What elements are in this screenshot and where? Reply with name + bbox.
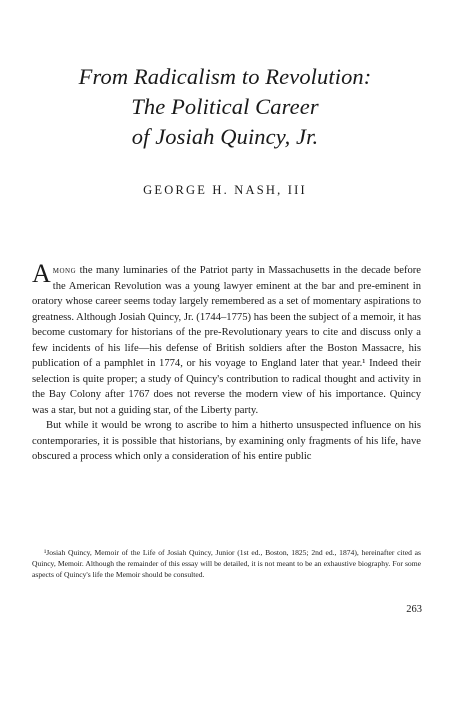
drop-cap: A (32, 259, 51, 288)
paragraph-1 (32, 259, 421, 418)
paragraph-2: But while it would be wrong to ascribe to him a hitherto unsuspected influence on his contemporaries, it is possible that historians, by examining only fragments of his life, have obscured a process which only a consideration of his entire public (32, 420, 421, 462)
author-name: GEORGE H. NASH, III (143, 183, 307, 197)
title-line-1: From Radicalism to Revolution: (78, 64, 372, 89)
opening-smallcaps: mong (52, 265, 77, 276)
page-number: 263 (406, 604, 422, 615)
article-body (32, 259, 421, 465)
paragraph-1-text: the many luminaries of the Patriot party in Massachusetts in the decade before the American Revolution was a young lawyer eminent at the bar and pre-eminent in oratory whose career seems today largely remembered as a set of momentary aspirations to greatness. Although Josiah Quincy, Jr. (1744–1775) has been the subject of a memoir, it has become customary for historians of the pre-Revolutionary years to cite and discuss only a few incidents of his life—his defense of British soldiers after the Boston Massacre, his publication of a pamphlet in 1774, or his voyage to England later that year.¹ Indeed their selection is quite proper; a study of Quincy's contribution to radical thought and activity in the Bay Colony after 1767 does not reverse the modern view of his importance. Quincy was a star, but not a guiding star, of the Liberty party. (32, 265, 421, 416)
title-line-3: of Josiah Quincy, Jr. (131, 124, 319, 149)
footnote (32, 547, 421, 580)
footnote-text: ¹Josiah Quincy, Memoir of the Life of Josiah Quincy, Junior (1st ed., Boston, 1825; 2nd ed., 1874), hereinafter cited as Quincy, Memoir. Although the remainder of this essay will be detailed, it is not meant to be an exhaustive biography. For some aspects of Quincy's life the Memoir should be consulted. (32, 548, 421, 579)
article-title (0, 62, 450, 152)
title-line-2: The Political Career (131, 94, 319, 119)
